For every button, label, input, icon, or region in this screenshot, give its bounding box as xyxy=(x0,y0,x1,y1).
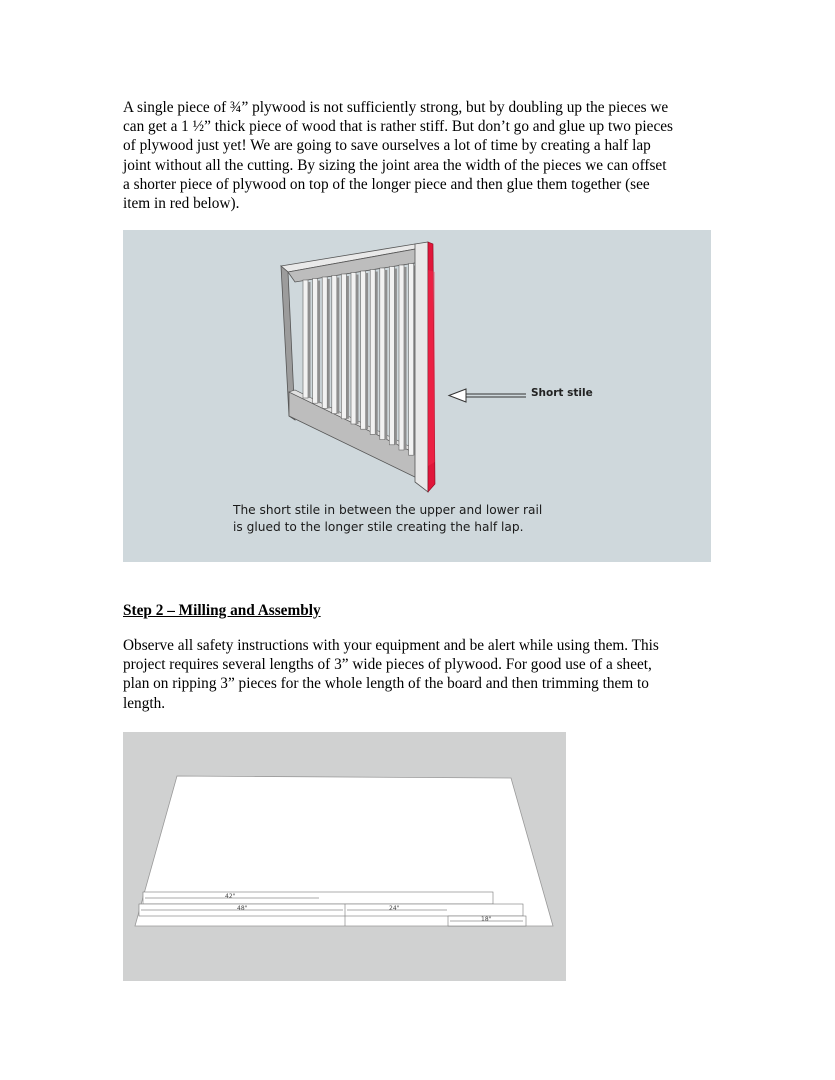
intro-line: item in red below). xyxy=(123,195,240,213)
step2-line: Observe all safety instructions with your equipment and be alert while using them. This xyxy=(123,637,659,654)
slat xyxy=(361,271,366,429)
slat-shadow xyxy=(404,267,407,450)
half-lap-figure xyxy=(123,230,711,562)
step2-line: plan on ripping 3” pieces for the whole length of the board and then trimming them to xyxy=(123,675,649,693)
slat xyxy=(303,280,308,398)
slat-shadow xyxy=(385,270,388,440)
step2-line: project requires several lengths of 3” wide pieces of plywood. For good use of a sheet, xyxy=(123,656,652,674)
slat xyxy=(322,277,327,408)
slat-shadow xyxy=(346,276,349,419)
step2-paragraph xyxy=(123,636,659,713)
dimension-24: 24" xyxy=(389,905,400,912)
slat-shadow xyxy=(375,272,378,435)
short-stile-label: Short stile xyxy=(531,387,593,399)
slat xyxy=(370,270,375,435)
caption-line: is glued to the longer stile creating the half lap. xyxy=(233,520,524,534)
intro-line: a shorter piece of plywood on top of the longer piece and then glue them together (see xyxy=(123,175,650,193)
plywood-sheet-drawing xyxy=(123,732,566,981)
dimension-42: 42" xyxy=(225,893,236,900)
slat-shadow xyxy=(356,275,359,425)
plywood-sheet-figure xyxy=(123,732,566,981)
slat xyxy=(341,274,346,419)
slat xyxy=(313,279,318,404)
slat xyxy=(332,276,337,414)
slat xyxy=(409,264,414,456)
arrow-icon xyxy=(449,389,466,402)
intro-line: can get a 1 ½” thick piece of wood that is rather stiff. But don’t go and glue up two pieces xyxy=(123,118,673,136)
slat xyxy=(351,273,356,425)
intro-paragraph xyxy=(123,98,673,213)
dimension-48: 48" xyxy=(237,905,248,912)
slat-shadow xyxy=(366,273,369,429)
slat-shadow xyxy=(337,278,340,414)
step2-heading: Step 2 – Milling and Assembly xyxy=(123,602,321,619)
slat-shadow xyxy=(308,282,311,398)
caption-line: The short stile in between the upper and lower rail xyxy=(233,503,543,517)
slat-shadow xyxy=(327,279,330,408)
intro-line: of plywood just yet! We are going to save ourselves a lot of time by creating a half lap xyxy=(123,137,651,155)
slat-shadow xyxy=(318,281,321,404)
intro-line: joint without all the cutting. By sizing the joint area the width of the pieces we can offset xyxy=(123,156,667,174)
slat xyxy=(380,268,385,440)
slat xyxy=(389,267,394,445)
step2-line: length. xyxy=(123,694,166,712)
slat-shadow xyxy=(394,269,397,445)
slat xyxy=(399,265,404,450)
intro-line: A single piece of ¾” plywood is not sufficiently strong, but by doubling up the pieces we xyxy=(123,99,669,116)
figure1-caption xyxy=(233,502,542,536)
dimension-18: 18" xyxy=(481,916,492,923)
